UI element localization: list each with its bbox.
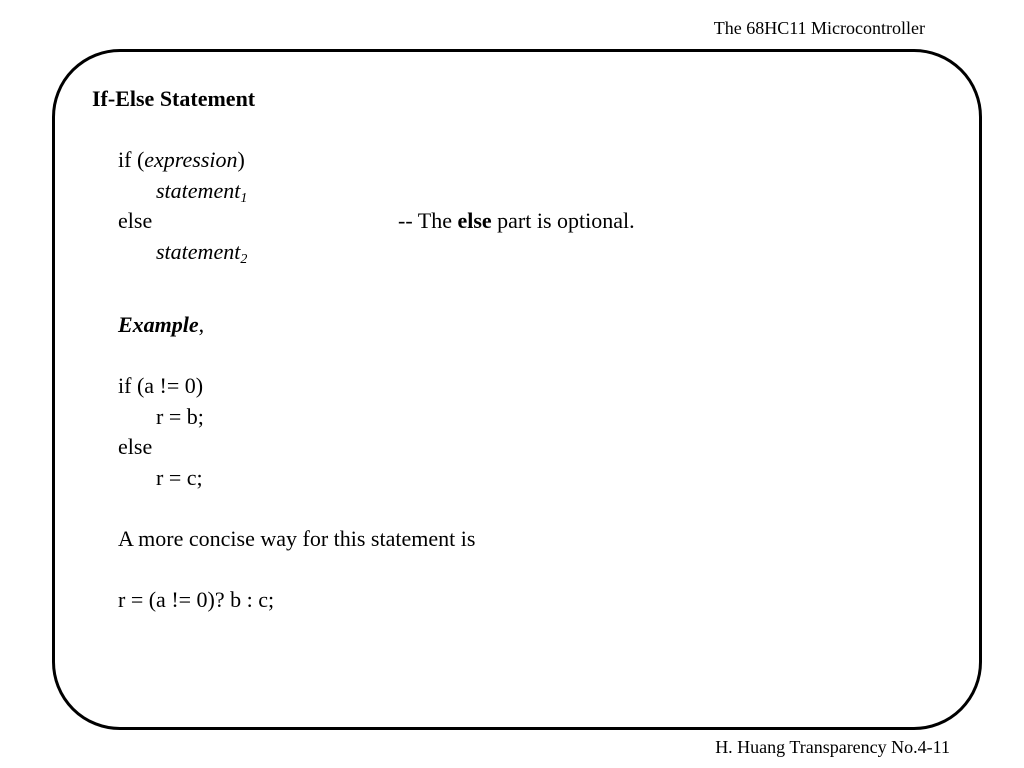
expression-text: expression: [144, 147, 238, 172]
note-suffix: part is optional.: [491, 208, 635, 233]
footer-text: H. Huang Transparency No.4-11: [715, 737, 950, 757]
syntax-else-line: else: [118, 208, 153, 233]
syntax-if-line: [118, 147, 245, 173]
slide-heading: If-Else Statement: [92, 86, 256, 111]
example-label-comma: ,: [198, 312, 205, 337]
statement2-subscript: 2: [240, 252, 248, 267]
note-prefix: -- The: [398, 208, 458, 233]
if-keyword: if (: [118, 147, 145, 172]
note-else-bold: else: [457, 208, 492, 233]
statement1-text: statement: [156, 178, 241, 203]
syntax-statement2: [156, 239, 247, 265]
example-code-line3: else: [118, 434, 153, 459]
header-title: The 68HC11 Microcontroller: [713, 18, 925, 38]
syntax-statement1: [156, 178, 247, 204]
if-close-paren: ): [237, 147, 245, 172]
statement2-text: statement: [156, 239, 241, 264]
example-code-line4: r = c;: [156, 465, 203, 490]
example-code-line1: if (a != 0): [118, 373, 204, 398]
example-label-text: Example: [118, 312, 199, 337]
statement1-subscript: 1: [240, 191, 248, 206]
example-code-line2: r = b;: [156, 404, 204, 429]
example-label: [118, 312, 204, 338]
else-optional-note: [398, 208, 635, 234]
concise-description: A more concise way for this statement is: [118, 526, 476, 551]
concise-code: r = (a != 0)? b : c;: [118, 587, 275, 612]
